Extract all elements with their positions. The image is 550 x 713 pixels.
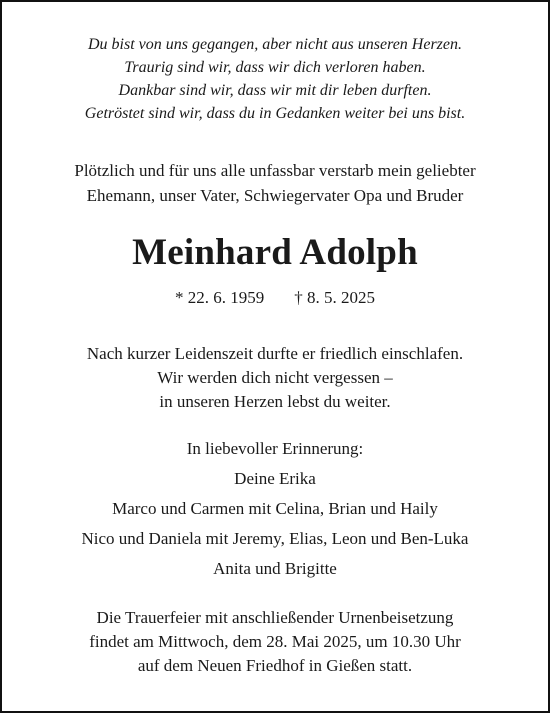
poem-line: Du bist von uns gegangen, aber nicht aus unseren Herzen.: [87, 36, 463, 53]
service-line: findet am Mittwoch, dem 28. Mai 2025, um 10.30 Uhr: [89, 632, 461, 651]
service-line: auf dem Neuen Friedhof in Gießen statt.: [137, 656, 413, 675]
death-announcement: [0, 158, 550, 208]
mourner-entry: Marco und Carmen mit Celina, Brian und Haily: [112, 499, 438, 518]
life-dates: [0, 286, 550, 310]
message-line: Wir werden dich nicht vergessen –: [157, 368, 393, 387]
memorial-poem: [0, 33, 550, 125]
poem-line: Dankbar sind wir, dass wir mit dir leben durften.: [118, 82, 432, 99]
intro-line: Ehemann, unser Vater, Schwiegervater Opa und Bruder: [86, 186, 464, 205]
message-line: Nach kurzer Leidenszeit durfte er friedlich einschlafen.: [86, 344, 464, 363]
poem-line: Traurig sind wir, dass wir dich verloren haben.: [124, 59, 426, 76]
service-line: Die Trauerfeier mit anschließender Urnenbeisetzung: [96, 608, 454, 627]
poem-line: Getröstet sind wir, dass du in Gedanken weiter bei uns bist.: [84, 105, 466, 122]
funeral-service-info: [0, 606, 550, 678]
death-date: † 8. 5. 2025: [294, 288, 375, 307]
mourners-list: [0, 434, 550, 584]
message-line: in unseren Herzen lebst du weiter.: [159, 392, 391, 411]
mourner-entry: Anita und Brigitte: [213, 559, 337, 578]
deceased-name: Meinhard Adolph: [132, 232, 418, 273]
mourners-heading: In liebevoller Erinnerung:: [186, 439, 364, 458]
mourner-entry: Deine Erika: [234, 469, 316, 488]
intro-line: Plötzlich und für uns alle unfassbar verstarb mein geliebter: [74, 161, 476, 180]
mourner-entry: Nico und Daniela mit Jeremy, Elias, Leon und Ben-Luka: [81, 529, 469, 548]
birth-date: * 22. 6. 1959: [175, 288, 265, 307]
farewell-message: [0, 342, 550, 414]
